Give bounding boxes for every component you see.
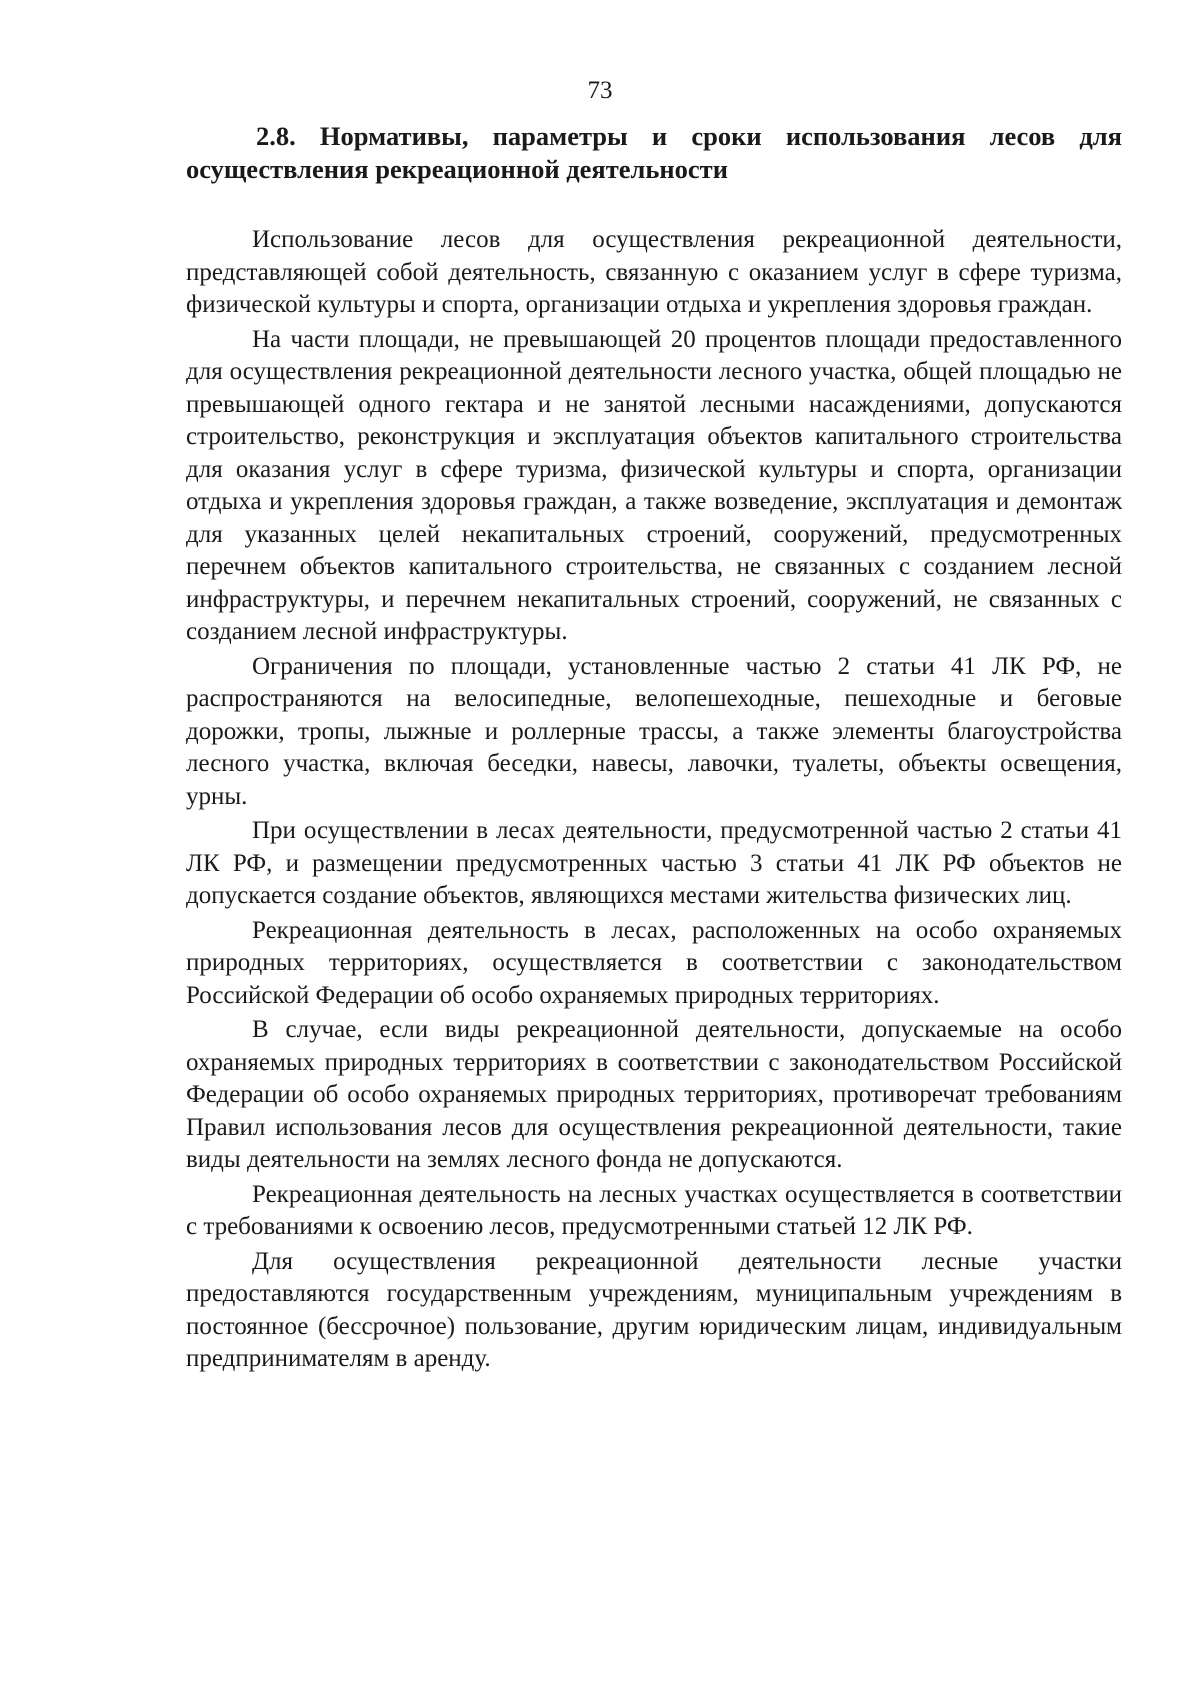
paragraph-recreation-definition: Использование лесов для осуществления рекреационной деятельности, представляющей собой деятельность, связанную с оказанием услуг в сфере туризма, физической культуры и спорта, организации отдыха и укрепления здоровья граждан. <box>186 226 1122 318</box>
paragraph-construction-limits: На части площади, не превышающей 20 процентов площади предоставленного для осуществления рекреационной деятельности лесного участка, общей площадью не превышающей одного гектара и не занятой лесными насаждениями, допускаются строительство, реконструкция и эксплуатация объектов капитального строительства для оказания услуг в сфере туризма, физической культуры и спорта, организации отдыха и укрепления здоровья граждан, а также возведение, эксплуатация и демонтаж для указанных целей некапитальных строений, сооружений, предусмотренных перечнем объектов капитального строительства, не связанных с созданием лесной инфраструктуры, и перечнем некапитальных строений, сооружений, не связанных с созданием лесной инфраструктуры. <box>186 325 1122 645</box>
paragraph-protected-territories: Рекреационная деятельность в лесах, расположенных на особо охраняемых природных территориях, осуществляется в соответствии с законодательством Российской Федерации об особо охраняемых природных территориях. <box>186 916 1122 1009</box>
section-heading-text: 2.8. Нормативы, параметры и сроки использования лесов для осуществления рекреационной деятельности <box>186 121 1122 184</box>
page-content <box>186 120 1122 1378</box>
paragraph-conflicting-activities: В случае, если виды рекреационной деятельности, допускаемые на особо охраняемых природных территориях в соответствии с законодательством Российской Федерации об особо охраняемых природных территориях, противоречат требованиям Правил использования лесов для осуществления рекреационной деятельности, такие виды деятельности на землях лесного фонда не допускаются. <box>186 1016 1122 1173</box>
paragraph-area-restrictions: Ограничения по площади, установленные частью 2 статьи 41 ЛК РФ, не распространяются на велосипедные, велопешеходные, пешеходные и беговые дорожки, тропы, лыжные и роллерные трассы, а также элементы благоустройства лесного участка, включая беседки, навесы, лавочки, туалеты, объекты освещения, урны. <box>186 652 1122 810</box>
paragraph-development-requirements: Рекреационная деятельность на лесных участках осуществляется в соответствии с требованиями к освоению лесов, предусмотренными статьей 12 ЛК РФ. <box>186 1180 1122 1240</box>
paragraph-land-provision: Для осуществления рекреационной деятельности лесные участки предоставляются государственным учреждениям, муниципальным учреждениям в постоянное (бессрочное) пользование, другим юридическим лицам, индивидуальным предпринимателям в аренду. <box>186 1247 1122 1372</box>
page-number: 73 <box>587 77 613 104</box>
paragraph-residence-prohibition: При осуществлении в лесах деятельности, предусмотренной частью 2 статьи 41 ЛК РФ, и размещении предусмотренных частью 3 статьи 41 ЛК РФ объектов не допускается создание объектов, являющихся местами жительства физических лиц. <box>186 817 1122 909</box>
section-heading <box>186 120 1122 186</box>
